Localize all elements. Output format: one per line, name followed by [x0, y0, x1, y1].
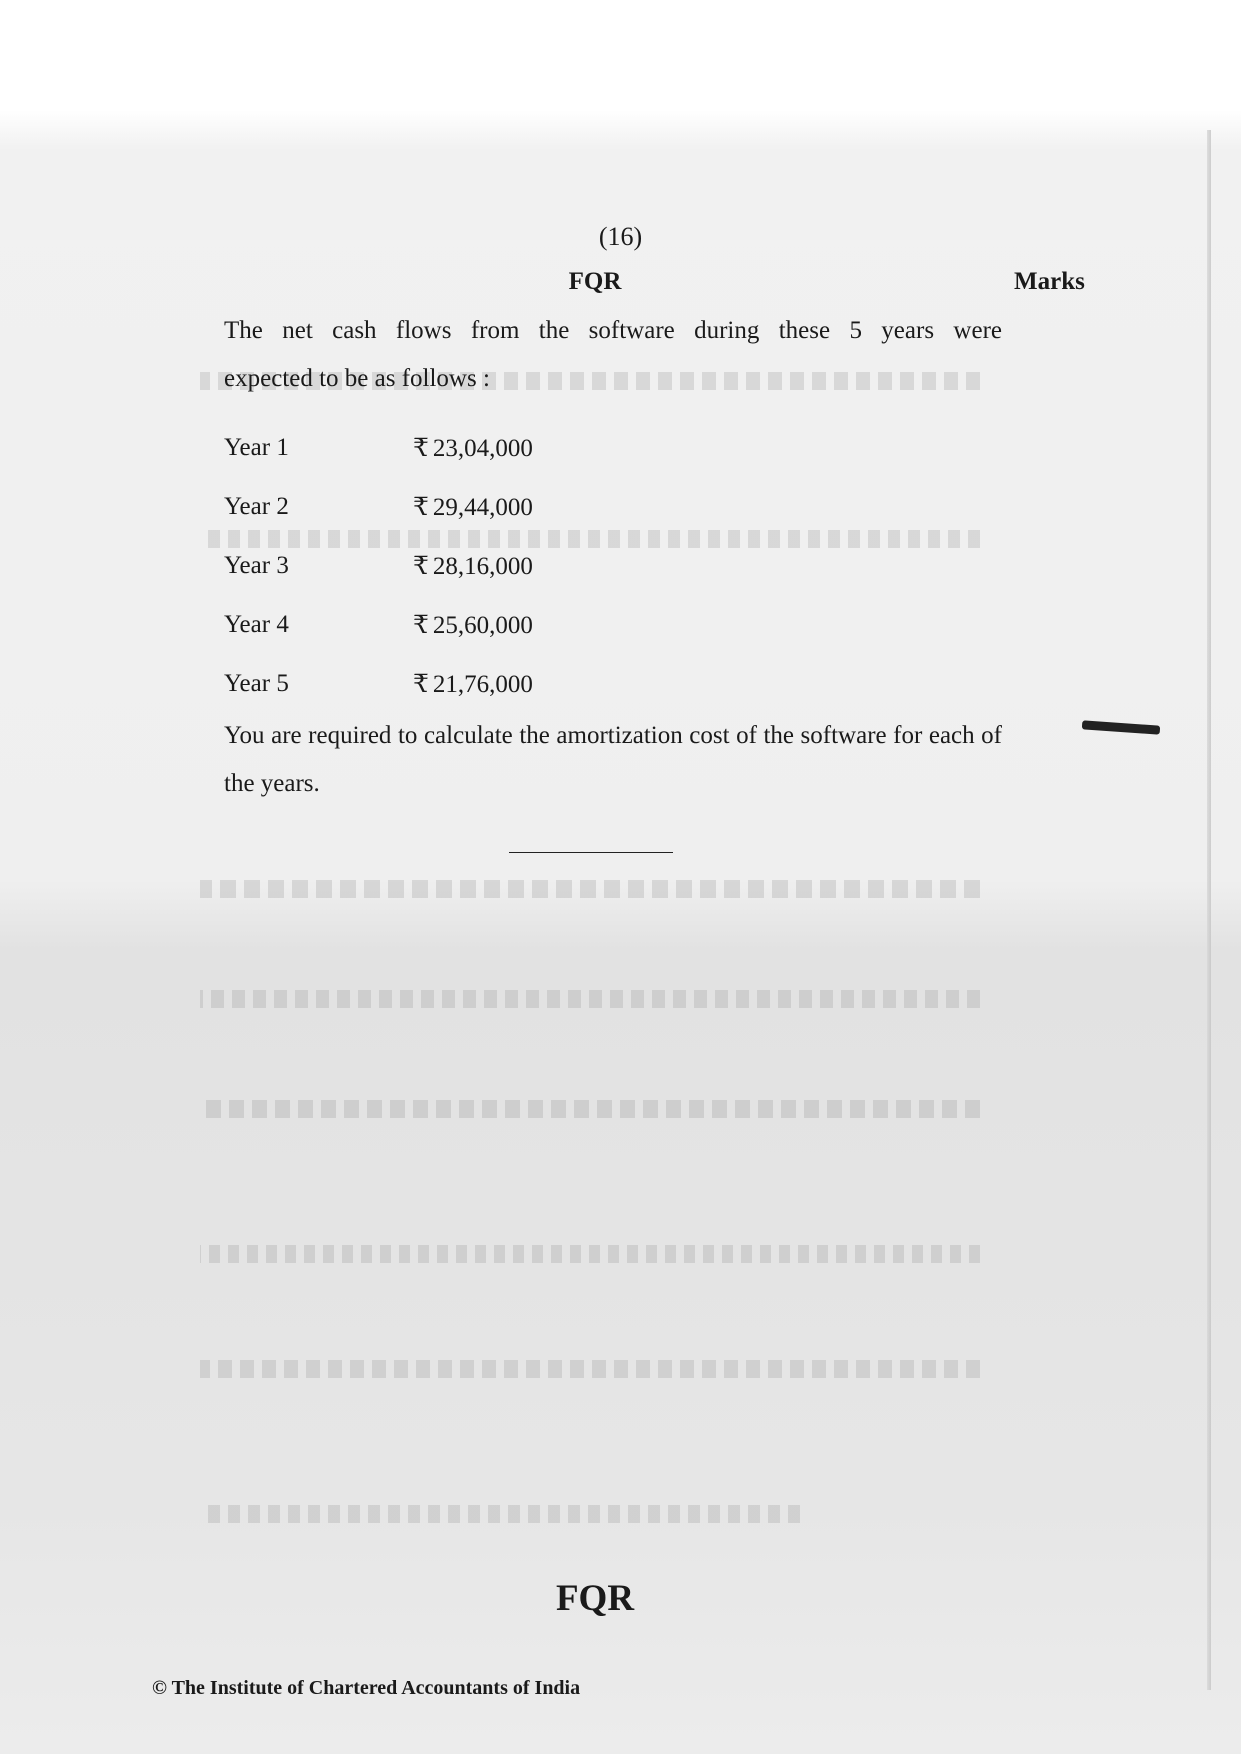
- amount-value: 21,76,000: [432, 670, 533, 698]
- intro-line-2: expected to be as follows :: [224, 365, 490, 392]
- rupee-symbol: ₹: [413, 611, 429, 639]
- marks-column-label: Marks: [1014, 268, 1085, 295]
- copyright-notice: © The Institute of Chartered Accountants of India: [152, 1677, 581, 1699]
- year-label: Year 5: [224, 669, 289, 697]
- rupee-symbol: ₹: [413, 552, 429, 580]
- bleed-through-text: [200, 1245, 980, 1263]
- rupee-symbol: ₹: [413, 670, 429, 698]
- year-label: Year 2: [224, 492, 289, 520]
- cash-flow-amount: [413, 536, 724, 595]
- cash-flow-amount: [413, 418, 724, 477]
- amount-value: 25,60,000: [432, 611, 533, 639]
- cash-flow-amount: [413, 477, 724, 536]
- bleed-through-text: [200, 1360, 980, 1378]
- year-label: Year 4: [224, 610, 289, 638]
- rupee-symbol: ₹: [413, 434, 429, 462]
- bleed-through-text: [200, 990, 980, 1008]
- year-label: Year 1: [224, 433, 289, 461]
- table-row: [224, 595, 724, 654]
- intro-paragraph: [224, 307, 1002, 403]
- amount-value: 23,04,000: [432, 434, 533, 462]
- footer-fqr: FQR: [555, 1578, 635, 1619]
- page-edge-shadow: [1207, 130, 1211, 1690]
- bleed-through-text: [200, 880, 980, 898]
- year-label: Year 3: [224, 551, 289, 579]
- amount-value: 29,44,000: [432, 493, 533, 521]
- bleed-through-text: [200, 1100, 980, 1118]
- header-fqr: FQR: [568, 268, 622, 295]
- end-of-question-divider: [509, 852, 673, 853]
- rupee-symbol: ₹: [413, 493, 429, 521]
- amount-value: 28,16,000: [432, 552, 533, 580]
- page-number: (16): [598, 222, 643, 251]
- intro-line-1: The net cash flows from the software during these 5 years were: [224, 317, 1002, 344]
- table-row: [224, 477, 724, 536]
- cash-flow-amount: [413, 654, 724, 713]
- cash-flow-amount: [413, 595, 724, 654]
- bleed-through-text: [200, 1505, 800, 1523]
- table-row: [224, 536, 724, 595]
- instruction-paragraph: You are required to calculate the amortization cost of the software for each of the years.: [224, 722, 1002, 797]
- table-row: [224, 654, 724, 713]
- table-row: [224, 418, 724, 477]
- cash-flow-table: [224, 418, 724, 713]
